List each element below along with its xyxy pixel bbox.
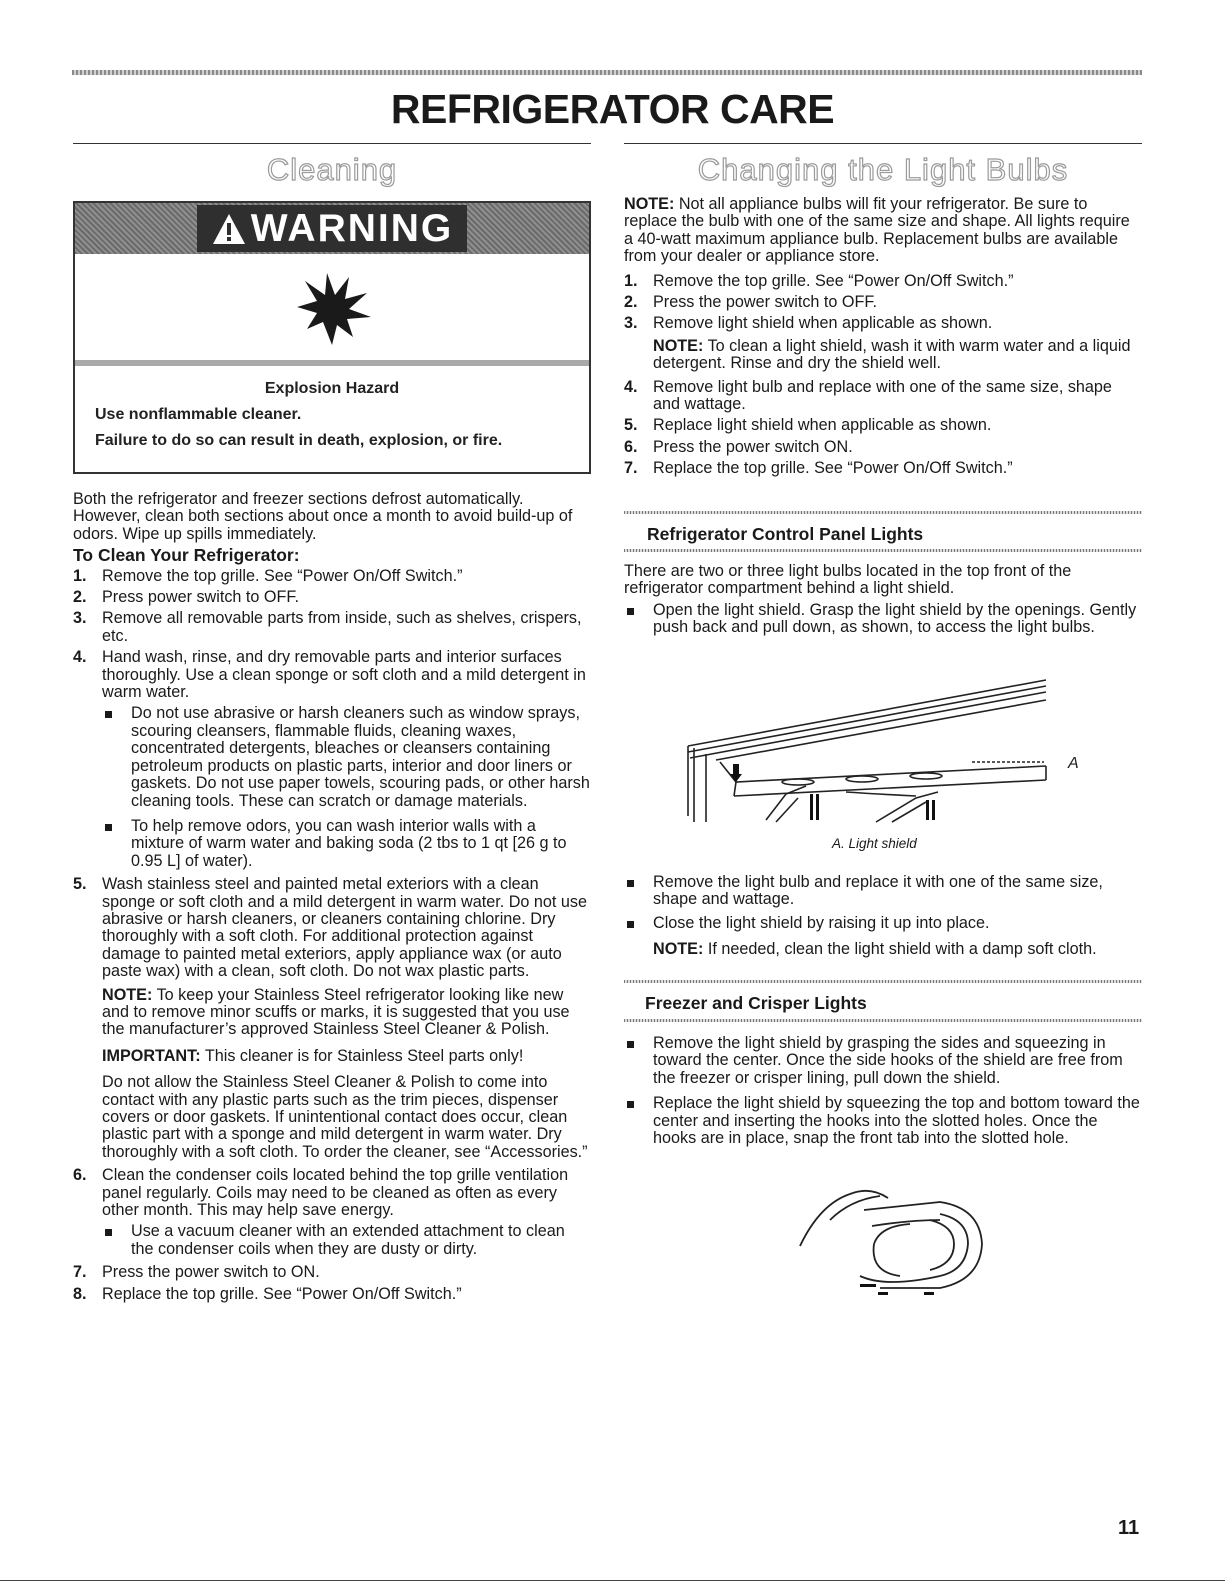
bulb-step-6 [624,439,1142,456]
warning-line-1: Use nonflammable cleaner. [95,406,302,423]
page-title: REFRIGERATOR CARE [390,86,835,132]
bullet-text: Close the light shield by raising it up into place. [653,913,990,932]
step-number: 2. [624,293,638,312]
bullet-icon [627,608,634,615]
explosion-icon [287,267,377,347]
freezer-light-shield-illustration [790,1180,990,1310]
note-text: If needed, clean the light shield with a damp soft cloth. [707,940,1097,959]
cleaning-step-1 [73,568,591,585]
light-shield-callout: A [1068,755,1079,772]
step-text: Replace the top grille. See “Power On/Off Switch.” [653,459,1013,478]
bottom-rule [0,1580,1225,1581]
control-panel-note [624,941,1142,958]
step-number: 5. [624,416,638,435]
step-number: 4. [73,648,87,667]
light-bulbs-note [624,196,1142,266]
cleaning-step-6-bullet [102,1223,591,1258]
cleaning-step-4 [73,649,591,701]
step-text: Remove light bulb and replace with one of the same size, shape and wattage. [653,377,1112,414]
dotted-rule [624,1019,1142,1022]
note-label: NOTE: [624,195,675,213]
left-section-rule [73,143,591,144]
control-panel-body [624,563,1142,637]
step-number: 2. [73,588,87,607]
warning-label: WARNING [250,206,454,250]
warning-line-2: Failure to do so can result in death, explosion, or fire. [95,432,503,449]
freezer-bullet-2 [624,1095,1142,1147]
bullet-icon [627,880,634,887]
bullet-text: Remove the light bulb and replace it with one of the same size, shape and wattage. [653,873,1103,909]
step-number: 3. [624,314,638,333]
step-number: 7. [624,459,638,478]
bulb-step-3 [624,315,1142,332]
step-text: Wash stainless steel and painted metal exteriors with a clean sponge or soft cloth and a mild detergent in warm water. Do not use abrasive or harsh cleaners, or cleaners containing chlorine. Dry thoroughly with a soft cloth. For additional protection against damage to painted metal exteriors, apply appliance wax (or auto paste wax) with a clean, soft cloth. Do not wax plastic parts. [102,875,587,981]
step-text: Remove all removable parts from inside, such as shelves, crispers, etc. [102,609,582,645]
step-text: Remove the top grille. See “Power On/Off Switch.” [653,271,1014,290]
bullet-icon [627,1101,634,1108]
bullet-icon [105,1229,112,1236]
bulb-step-4 [624,379,1142,414]
bullet-text: Remove the light shield by grasping the sides and squeezing in toward the center. Once the side hooks of the shield are free from the freezer or crisper lining, pull down the shield. [653,1034,1123,1087]
control-panel-bullet-1 [624,602,1142,637]
cleaning-step-8 [73,1286,591,1303]
bullet-text: Open the light shield. Grasp the light shield by the openings. Gently push back and pull down, as shown, to access the light bulbs. [653,600,1137,637]
step-number: 6. [624,437,638,456]
warning-text [75,366,589,454]
note-text: Not all appliance bulbs will fit your refrigerator. Be sure to replace the bulb with one of the same size and shape. All lights require a 40-watt maximum appliance bulb. Replacement bulbs are available from your dealer or appliance store. [624,195,1130,266]
bullet-text: Do not use abrasive or harsh cleaners such as window sprays, scouring cleansers, flammable fluids, cleaning waxes, concentrated detergents, bleaches or cleansers containing petroleum products on plastic parts, interior and door liners or gaskets. Do not use paper towels, scouring pads, or other harsh cleaning tools. These can scratch or damage materials. [131,704,590,810]
important-label: IMPORTANT: [102,1046,201,1065]
right-section-rule [624,143,1142,144]
step-text: Press power switch to OFF. [102,588,299,607]
cleaning-step-7 [73,1264,591,1281]
cleaning-step-4-bullet-2 [102,818,591,870]
step-text: Replace the top grille. See “Power On/Off Switch.” [102,1284,462,1303]
step-text: Remove the top grille. See “Power On/Off Switch.” [102,566,463,585]
dotted-rule [624,549,1142,552]
bulb-step-2 [624,294,1142,311]
warning-icon-area [75,254,589,366]
light-shield-caption: A. Light shield [832,836,917,851]
cleaning-step-5-important [102,1048,591,1065]
bullet-icon [105,711,112,718]
bulb-step-1 [624,273,1142,290]
light-bulbs-body [624,196,1142,478]
step-text: Remove light shield when applicable as shown. [653,314,993,333]
control-panel-bullet-3 [624,915,1142,932]
freezer-bullet-1 [624,1035,1142,1087]
step-text: Press the power switch to ON. [102,1263,320,1282]
step-text: Clean the condenser coils located behind the top grille ventilation panel regularly. Coils may need to be cleaned as often as every other month. This may help save energy. [102,1166,569,1220]
freezer-crisper-lights-heading: Freezer and Crisper Lights [645,993,867,1013]
important-text: This cleaner is for Stainless Steel parts only! [204,1046,524,1065]
cleaning-step-5-extra: Do not allow the Stainless Steel Cleaner & Polish to come into contact with any plastic parts such as the trim pieces, dispenser covers or door gaskets. If unintentional contact does occur, clean plastic part with a sponge and mild detergent in warm water. Dry thoroughly with a soft cloth. To order the cleaner, see “Accessories.” [102,1073,588,1161]
cleaning-intro: Both the refrigerator and freezer sections defrost automatically. However, clean both sections about once a month to avoid build-up of odors. Wipe up spills immediately. [73,490,573,543]
cleaning-step-2 [73,589,591,606]
bullet-text: To help remove odors, you can wash interior walls with a mixture of warm water and baking soda (2 tbs to 1 qt [26 g to 0.95 L] of water). [131,816,567,870]
cleaning-step-5 [73,876,591,980]
note-label: NOTE: [102,985,153,1004]
dotted-rule [624,980,1142,983]
bulb-step-7 [624,460,1142,477]
dotted-rule [624,511,1142,514]
bulb-step-5 [624,417,1142,434]
note-text: To clean a light shield, wash it with warm water and a liquid detergent. Rinse and dry the shield well. [653,336,1131,373]
bullet-icon [627,921,634,928]
cleaning-step-3 [73,610,591,645]
light-shield-illustration [676,676,1096,826]
note-label: NOTE: [653,336,704,355]
cleaning-body [73,491,591,1303]
control-panel-lights-heading: Refrigerator Control Panel Lights [647,524,924,544]
control-panel-body-2 [624,874,1142,959]
note-text: To keep your Stainless Steel refrigerator looking like new and to remove minor scuffs or marks, it is suggested that you use the manufacturer’s approved Stainless Steel Cleaner & Polish. [102,985,570,1039]
warning-hazard: Explosion Hazard [264,380,400,397]
bullet-text: Use a vacuum cleaner with an extended attachment to clean the condenser coils when they are dusty or dirty. [131,1222,565,1258]
step-number: 1. [73,566,87,585]
freezer-body [624,1035,1142,1147]
step-number: 5. [73,875,87,894]
cleaning-section-title: Cleaning [266,152,398,187]
warning-header [75,203,589,254]
warning-box [73,201,591,474]
cleaning-step-5-note [102,987,591,1039]
bullet-icon [627,1041,634,1048]
step-number: 6. [73,1166,87,1185]
control-panel-bullet-2 [624,874,1142,909]
step-number: 7. [73,1263,87,1282]
step-text: Hand wash, rinse, and dry removable parts and interior surfaces thoroughly. Use a clean sponge or soft cloth and a mild detergent in warm water. [102,648,586,702]
step-text: Press the power switch ON. [653,437,853,456]
page-number: 11 [1118,1517,1140,1539]
step-number: 3. [73,609,87,628]
step-number: 4. [624,377,638,396]
cleaning-step-4-bullet-1 [102,705,591,809]
cleaning-step-6 [73,1167,591,1219]
step-number: 1. [624,271,638,290]
note-label: NOTE: [653,940,704,959]
bullet-icon [105,824,112,831]
bulb-step-3-note [624,338,1142,373]
step-text: Press the power switch to OFF. [653,293,877,312]
top-rule [72,70,1142,75]
step-number: 8. [73,1284,87,1303]
control-panel-intro: There are two or three light bulbs located in the top front of the refrigerator compartment behind a light shield. [624,562,1072,598]
warning-triangle-icon [211,212,247,246]
cleaning-subhead: To Clean Your Refrigerator: [73,545,300,566]
step-text: Replace light shield when applicable as shown. [653,416,992,435]
bullet-text: Replace the light shield by squeezing the top and bottom toward the center and inserting the hooks into the slotted holes. Once the hooks are in place, snap the front tab into the slotted hole. [653,1094,1140,1148]
light-bulbs-section-title: Changing the Light Bulbs [697,152,1069,187]
